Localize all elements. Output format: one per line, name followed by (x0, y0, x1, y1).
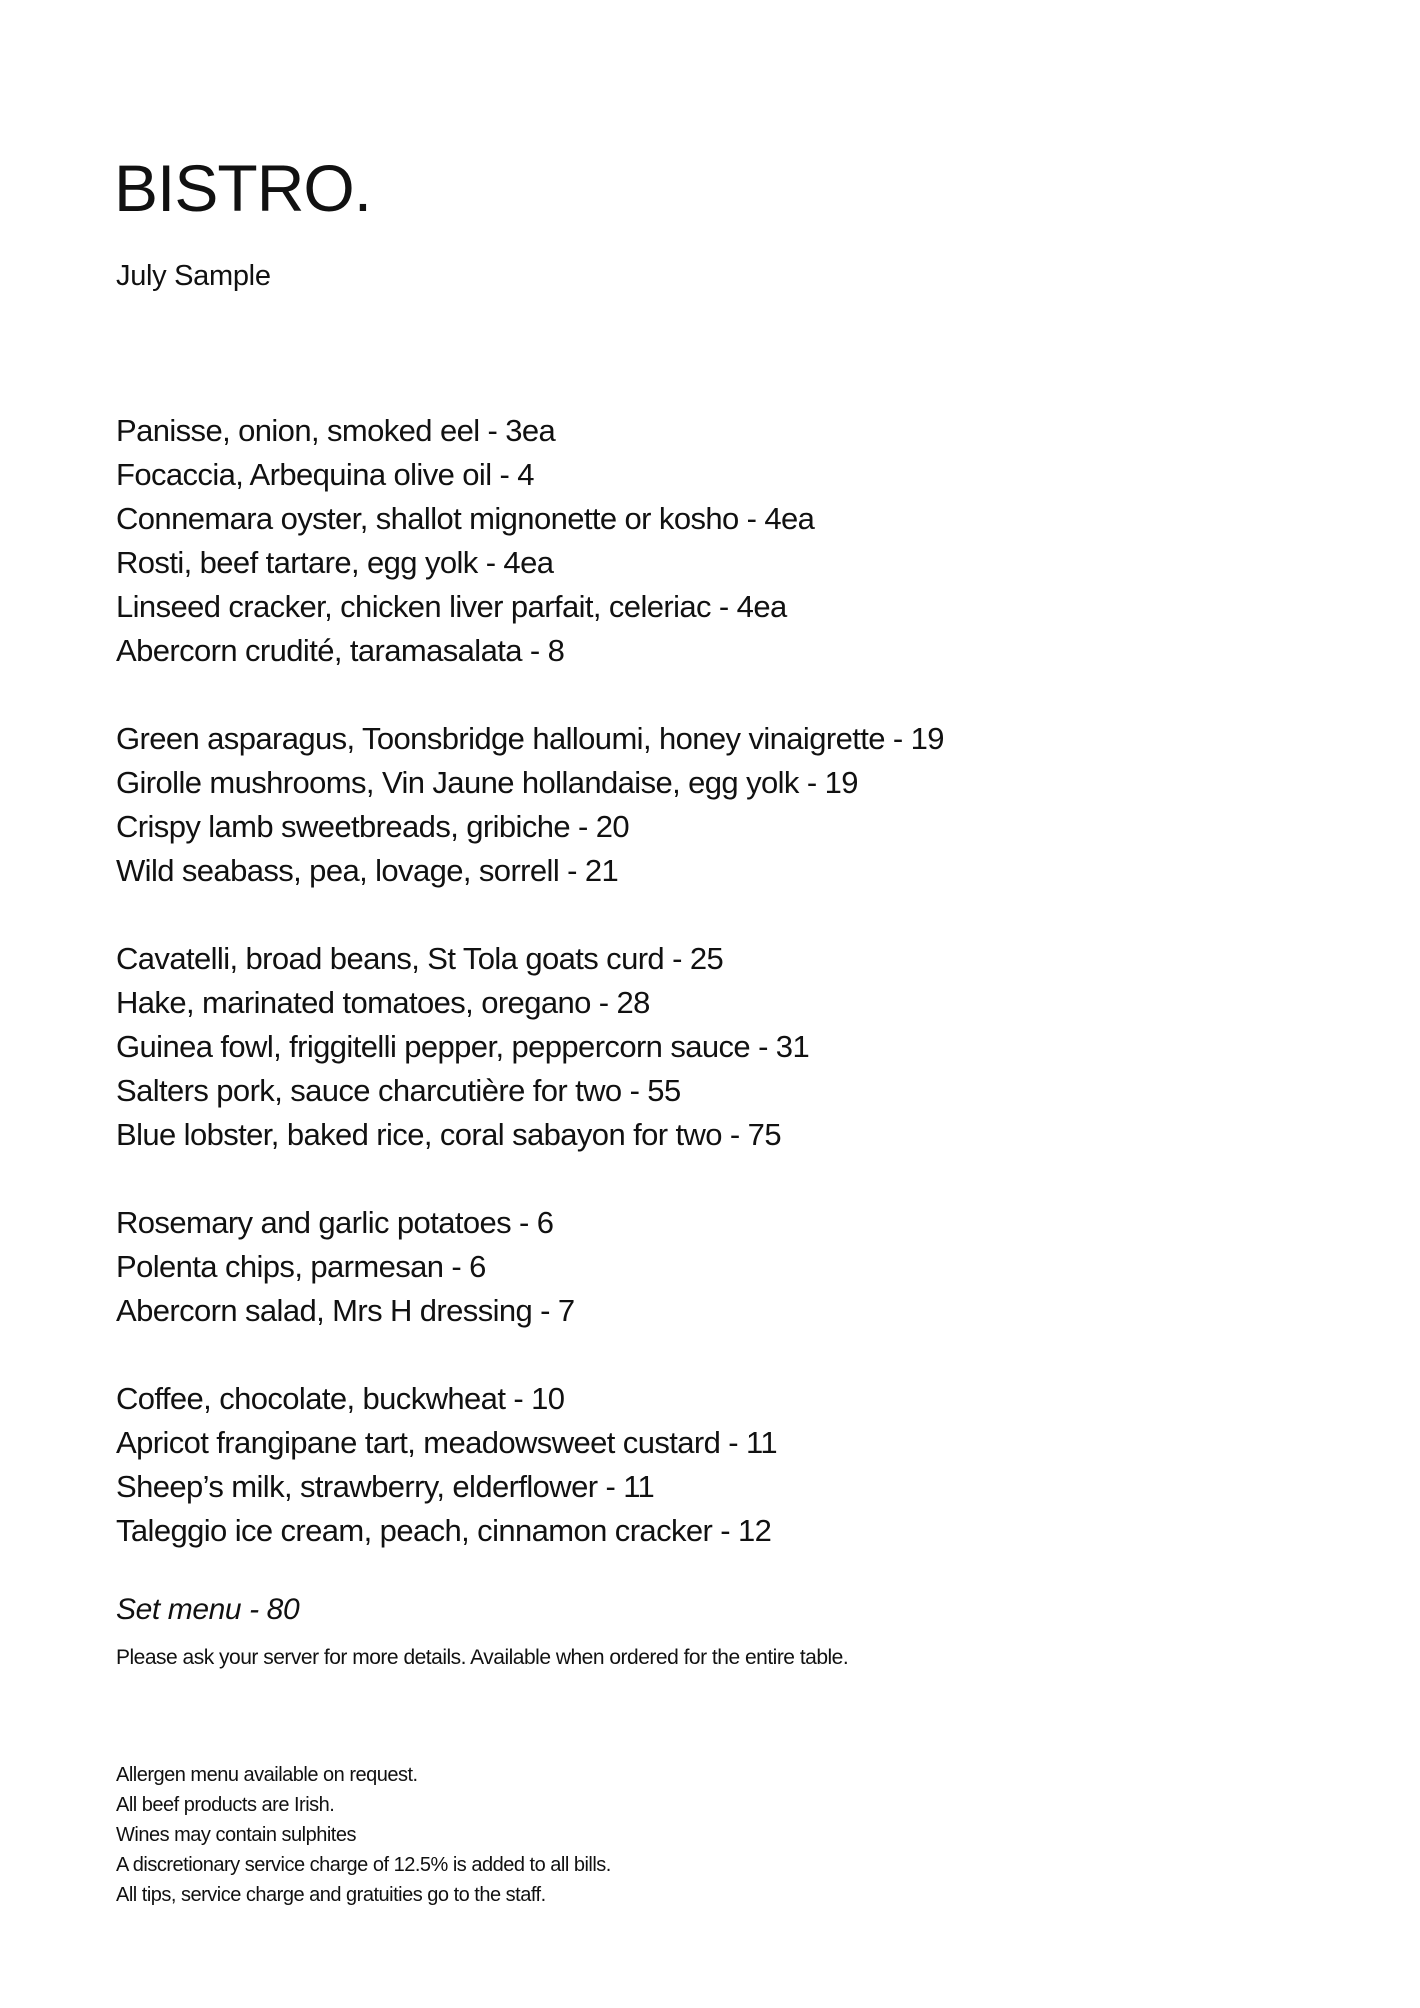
menu-item: Hake, marinated tomatoes, oregano - 28 (116, 985, 650, 1020)
menu-item: Polenta chips, parmesan - 6 (116, 1249, 486, 1284)
menu-item: Panisse, onion, smoked eel - 3ea (116, 413, 556, 448)
menu-item: Abercorn crudité, taramasalata - 8 (116, 633, 565, 668)
footer-notes (116, 1760, 611, 1910)
menu-item: Sheep’s milk, strawberry, elderflower - 11 (116, 1469, 655, 1504)
menu-item: Coffee, chocolate, buckwheat - 10 (116, 1381, 565, 1416)
footer-line: A discretionary service charge of 12.5% is added to all bills. (116, 1854, 611, 1876)
page-title: BISTRO. (114, 151, 372, 225)
menu-item: Crispy lamb sweetbreads, gribiche - 20 (116, 809, 630, 844)
section-mains (116, 937, 944, 1157)
menu-item: Rosti, beef tartare, egg yolk - 4ea (116, 545, 554, 580)
footer-line: Wines may contain sulphites (116, 1824, 356, 1846)
menu-list (116, 409, 944, 1597)
menu-item: Salters pork, sauce charcutière for two - 55 (116, 1073, 681, 1108)
set-menu-note: Please ask your server for more details. Available when ordered for the entire table. (116, 1646, 849, 1669)
menu-item: Taleggio ice cream, peach, cinnamon cracker - 12 (116, 1513, 772, 1548)
menu-item: Rosemary and garlic potatoes - 6 (116, 1205, 554, 1240)
section-desserts (116, 1377, 944, 1553)
page-subtitle: July Sample (116, 260, 271, 292)
menu-item: Linseed cracker, chicken liver parfait, celeriac - 4ea (116, 589, 787, 624)
section-snacks (116, 409, 944, 673)
menu-item: Abercorn salad, Mrs H dressing - 7 (116, 1293, 575, 1328)
menu-item: Blue lobster, baked rice, coral sabayon for two - 75 (116, 1117, 781, 1152)
menu-item: Girolle mushrooms, Vin Jaune hollandaise, egg yolk - 19 (116, 765, 858, 800)
section-starters (116, 717, 944, 893)
menu-item: Cavatelli, broad beans, St Tola goats curd - 25 (116, 941, 724, 976)
footer-line: Allergen menu available on request. (116, 1764, 418, 1786)
menu-item: Focaccia, Arbequina olive oil - 4 (116, 457, 534, 492)
section-sides (116, 1201, 944, 1333)
menu-item: Guinea fowl, friggitelli pepper, peppercorn sauce - 31 (116, 1029, 810, 1064)
footer-line: All tips, service charge and gratuities go to the staff. (116, 1884, 546, 1906)
menu-item: Green asparagus, Toonsbridge halloumi, honey vinaigrette - 19 (116, 721, 944, 756)
footer-line: All beef products are Irish. (116, 1794, 335, 1816)
menu-item: Wild seabass, pea, lovage, sorrell - 21 (116, 853, 619, 888)
menu-item: Connemara oyster, shallot mignonette or kosho - 4ea (116, 501, 815, 536)
menu-item: Apricot frangipane tart, meadowsweet custard - 11 (116, 1425, 777, 1460)
set-menu-label: Set menu - 80 (116, 1593, 300, 1626)
